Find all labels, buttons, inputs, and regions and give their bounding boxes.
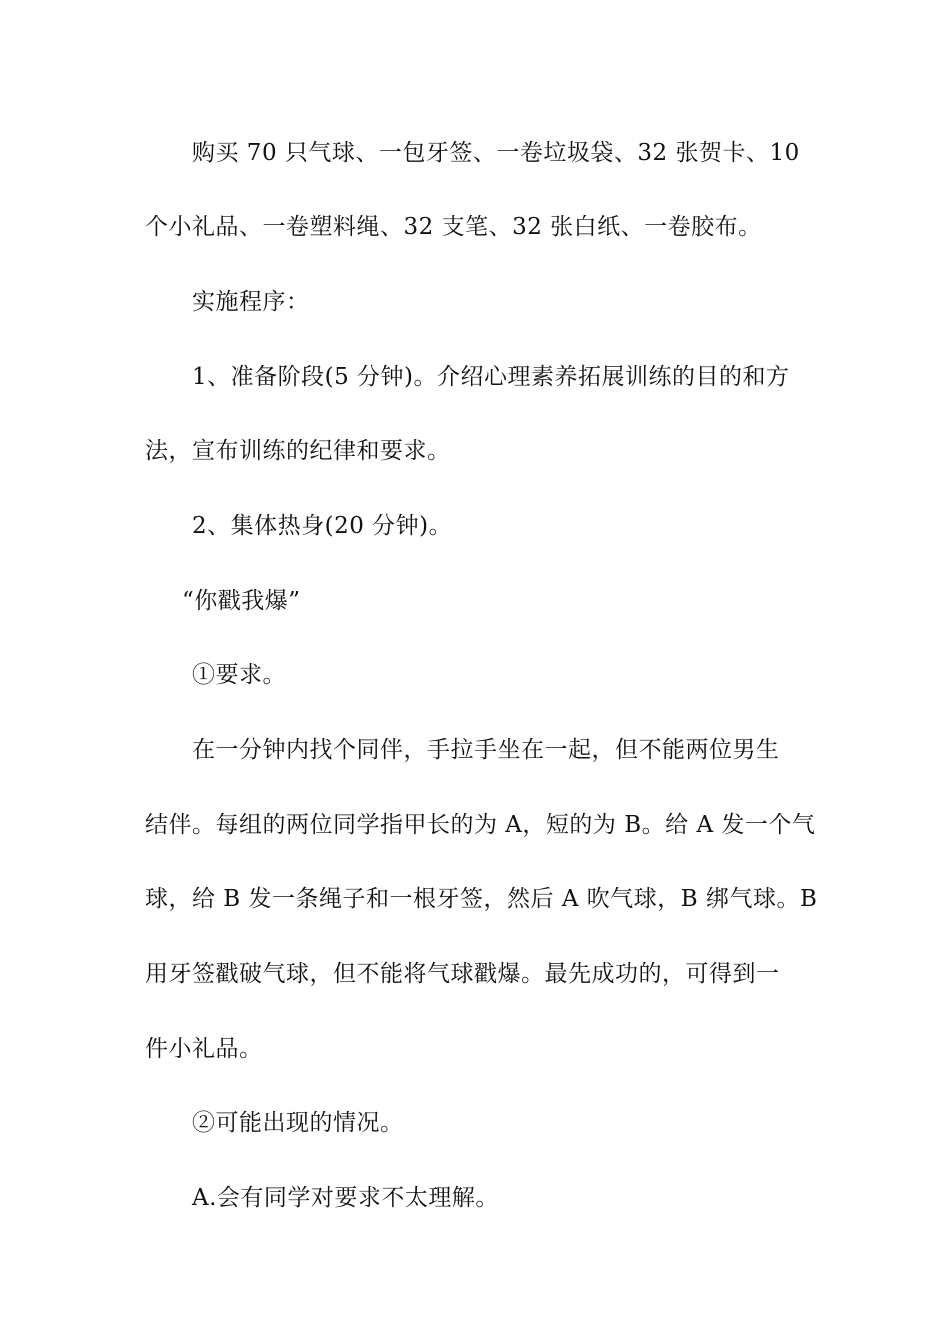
paragraph-line: 法，宣布训练的纪律和要求。 <box>145 438 451 464</box>
paragraph-line: 2、集体热身(20 分钟)。 <box>192 513 453 539</box>
paragraph-line: 用牙签戳破气球，但不能将气球戳爆。最先成功的，可得到一 <box>145 961 780 987</box>
paragraph-line: 球，给 B 发一条绳子和一根牙签，然后 A 吹气球，B 绑气球。B <box>145 886 818 912</box>
paragraph-line: 购买 70 只气球、一包牙签、一卷垃圾袋、32 张贺卡、10 <box>192 140 800 166</box>
section-heading: 实施程序： <box>192 289 310 315</box>
paragraph-line: 结伴。每组的两位同学指甲长的为 A，短的为 B。给 A 发一个气 <box>145 812 816 838</box>
activity-title: “你戳我爆” <box>182 588 301 614</box>
paragraph-line: 件小礼品。 <box>145 1036 263 1062</box>
paragraph-line: 1、准备阶段(5 分钟)。介绍心理素养拓展训练的目的和方 <box>192 364 790 390</box>
paragraph-line: ②可能出现的情况。 <box>192 1110 404 1136</box>
paragraph-line: A.会有同学对要求不太理解。 <box>192 1185 499 1211</box>
paragraph-line: 个小礼品、一卷塑料绳、32 支笔、32 张白纸、一卷胶布。 <box>145 214 762 240</box>
paragraph-line: ①要求。 <box>192 662 286 688</box>
paragraph-line: 在一分钟内找个同伴，手拉手坐在一起，但不能两位男生 <box>192 737 780 763</box>
